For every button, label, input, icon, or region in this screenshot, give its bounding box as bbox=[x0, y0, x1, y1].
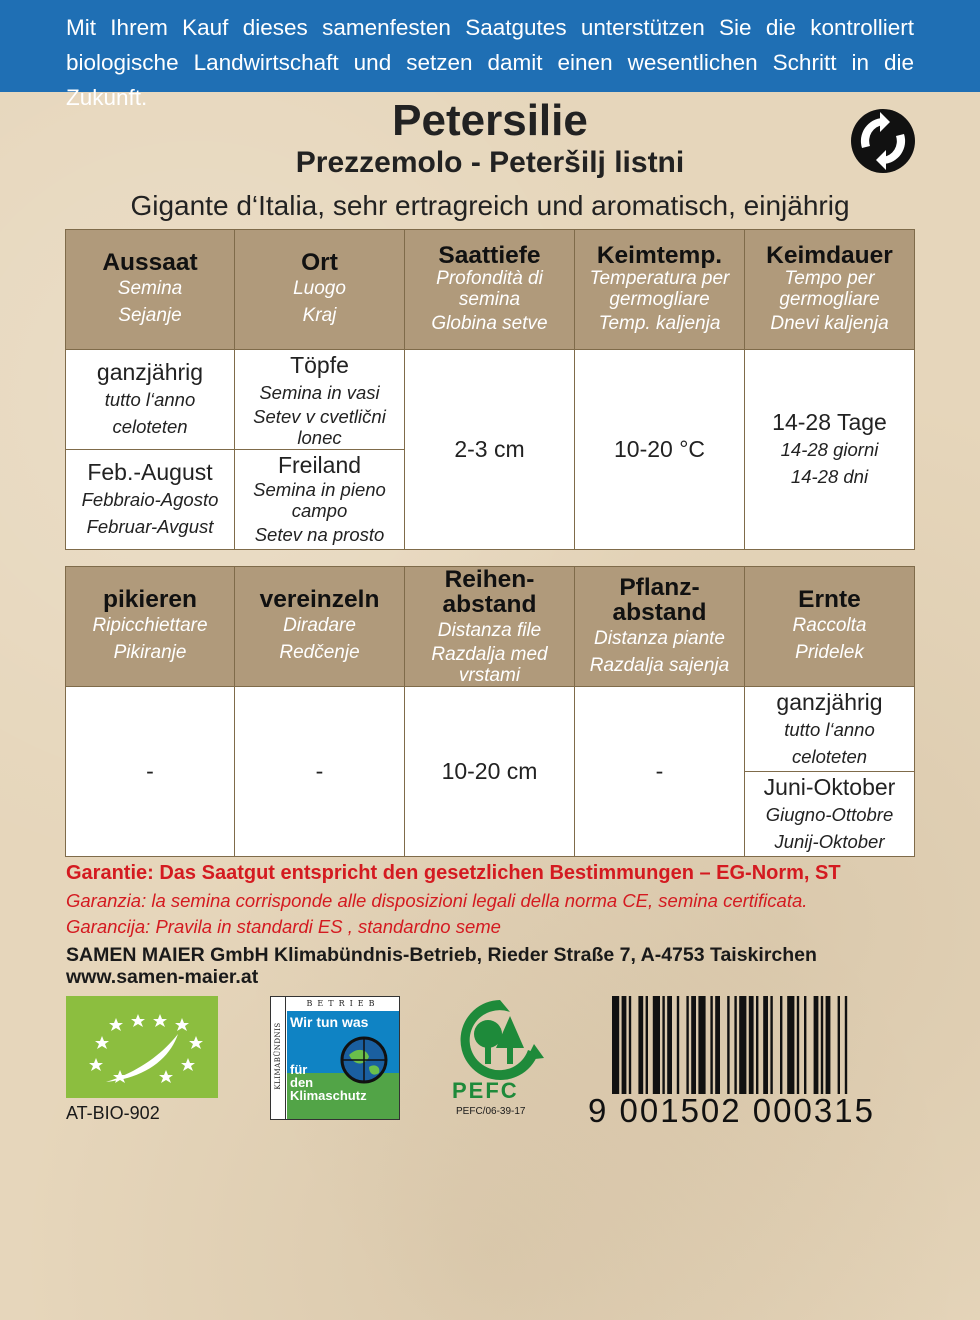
barcode-bar bbox=[715, 996, 720, 1094]
barcode-bar bbox=[821, 996, 823, 1094]
barcode-icon bbox=[610, 996, 910, 1094]
header-ernte: Ernte Raccolta Pridelek bbox=[745, 567, 915, 687]
barcode-bar bbox=[677, 996, 679, 1094]
header-ort: Ort Luogo Kraj bbox=[235, 230, 405, 350]
sowing-table-header-row bbox=[66, 230, 915, 350]
barcode-bar bbox=[727, 996, 729, 1094]
barcode-bar bbox=[691, 996, 696, 1094]
cell-vereinzeln: - bbox=[235, 687, 405, 857]
care-table bbox=[65, 566, 915, 857]
eu-organic-leaf-icon bbox=[66, 996, 218, 1098]
kb-footline: für den Klimaschutz bbox=[290, 1062, 367, 1103]
guarantee-it: Garanzia: la semina corrisponde alle disposizioni legali della norma CE, semina certificata. bbox=[66, 890, 808, 911]
barcode-bar bbox=[629, 996, 631, 1094]
cell-reihenabstand: 10-20 cm bbox=[405, 687, 575, 857]
cell-keimdauer: 14-28 Tage 14-28 giorni 14-28 dni bbox=[745, 350, 915, 550]
klimabuendnis-logo bbox=[270, 996, 400, 1120]
barcode-bar bbox=[749, 996, 754, 1094]
sowing-table bbox=[65, 229, 915, 550]
cell-saattiefe: 2-3 cm bbox=[405, 350, 575, 550]
barcode-bar bbox=[780, 996, 782, 1094]
header-aussaat: Aussaat Semina Sejanje bbox=[66, 230, 235, 350]
barcode-bar bbox=[734, 996, 736, 1094]
pefc-name: PEFC bbox=[452, 1078, 519, 1103]
guarantee-de: Garantie: Das Saatgut entspricht den gesetzlichen Bestimmungen – EG-Norm, ST bbox=[66, 862, 841, 884]
sowing-table-row-1 bbox=[66, 350, 915, 450]
cell-aussaat-2: Feb.-August Febbraio-Agosto Februar-Avgust bbox=[66, 450, 235, 550]
info-banner bbox=[0, 0, 980, 110]
kb-side-text: KLIMABÜNDNIS bbox=[274, 1022, 282, 1090]
cell-aussaat-1: ganzjährig tutto l‘anno celoteten bbox=[66, 350, 235, 450]
cell-ort-2: Freiland Semina in pieno campo Setev na prosto bbox=[235, 450, 405, 550]
care-table-row-1 bbox=[66, 687, 915, 772]
header-saattiefe: Saattiefe Profondità di semina Globina setve bbox=[405, 230, 575, 350]
pefc-code: PEFC/06-39-17 bbox=[456, 1106, 526, 1117]
barcode-bar bbox=[667, 996, 672, 1094]
cell-ernte-1: ganzjährig tutto l‘anno celoteten bbox=[745, 687, 915, 772]
barcode-bar bbox=[787, 996, 794, 1094]
cell-ort-1: Töpfe Semina in vasi Setev v cvetlični lonec bbox=[235, 350, 405, 450]
barcode-bar bbox=[845, 996, 847, 1094]
barcode-bar bbox=[646, 996, 648, 1094]
header-keimdauer: Keimdauer Tempo per germogliare Dnevi kaljenja bbox=[745, 230, 915, 350]
barcode-bar bbox=[804, 996, 806, 1094]
header-keimtemp: Keimtemp. Temperatura per germogliare Temp. kaljenja bbox=[575, 230, 745, 350]
barcode-digits: 9 001502 000315 bbox=[588, 1092, 875, 1129]
barcode-bar bbox=[763, 996, 768, 1094]
cell-keimtemp: 10-20 °C bbox=[575, 350, 745, 550]
barcode-bar bbox=[710, 996, 712, 1094]
kb-headline: Wir tun was bbox=[290, 1014, 369, 1030]
barcode-bar bbox=[686, 996, 688, 1094]
eu-organic-code: AT-BIO-902 bbox=[66, 1103, 160, 1123]
product-translations: Prezzemolo - Peteršilj listni bbox=[295, 146, 685, 179]
green-dot-recycle-icon bbox=[850, 108, 916, 174]
cell-ernte-2: Juni-Oktober Giugno-Ottobre Junij-Oktober bbox=[745, 772, 915, 857]
guarantee-sl: Garancija: Pravila in standardi ES , standardno seme bbox=[66, 916, 501, 937]
cell-pflanzabstand: - bbox=[575, 687, 745, 857]
kb-top-text: BETRIEB bbox=[287, 997, 399, 1012]
header-reihenabstand: Reihen-abstand Distanza file Razdalja med vrstami bbox=[405, 567, 575, 687]
barcode-bar bbox=[838, 996, 840, 1094]
barcode-bar bbox=[826, 996, 831, 1094]
barcode-bar bbox=[612, 996, 619, 1094]
care-table-header-row bbox=[66, 567, 915, 687]
barcode-bar bbox=[662, 996, 664, 1094]
barcode-bar bbox=[797, 996, 799, 1094]
barcode-bar bbox=[814, 996, 819, 1094]
header-pflanzabstand: Pflanz-abstand Distanza piante Razdalja sajenja bbox=[575, 567, 745, 687]
header-vereinzeln: vereinzeln Diradare Redčenje bbox=[235, 567, 405, 687]
banner-line-1: Mit Ihrem Kauf dieses samenfesten Saatgutes unterstützen Sie die kontrolliert bbox=[66, 15, 914, 40]
barcode-bar bbox=[770, 996, 772, 1094]
barcode-bar bbox=[739, 996, 746, 1094]
product-name: Petersilie bbox=[392, 96, 588, 145]
header-pikieren: pikieren Ripicchiettare Pikiranje bbox=[66, 567, 235, 687]
banner-line-2: biologische Landwirtschaft und setzen damit einen wesentlichen Schritt in die Zukunft. bbox=[66, 50, 914, 110]
barcode-bar bbox=[622, 996, 627, 1094]
company-address: SAMEN MAIER GmbH Klimabündnis-Betrieb, Rieder Straße 7, A-4753 Taiskirchen bbox=[66, 944, 817, 966]
company-website: www.samen-maier.at bbox=[66, 966, 259, 988]
barcode-bar bbox=[756, 996, 758, 1094]
product-description: Gigante d‘Italia, sehr ertragreich und aromatisch, einjährig bbox=[130, 190, 850, 221]
barcode-bar bbox=[638, 996, 643, 1094]
barcode-bar bbox=[698, 996, 705, 1094]
barcode-bar bbox=[653, 996, 660, 1094]
cell-pikieren: - bbox=[66, 687, 235, 857]
